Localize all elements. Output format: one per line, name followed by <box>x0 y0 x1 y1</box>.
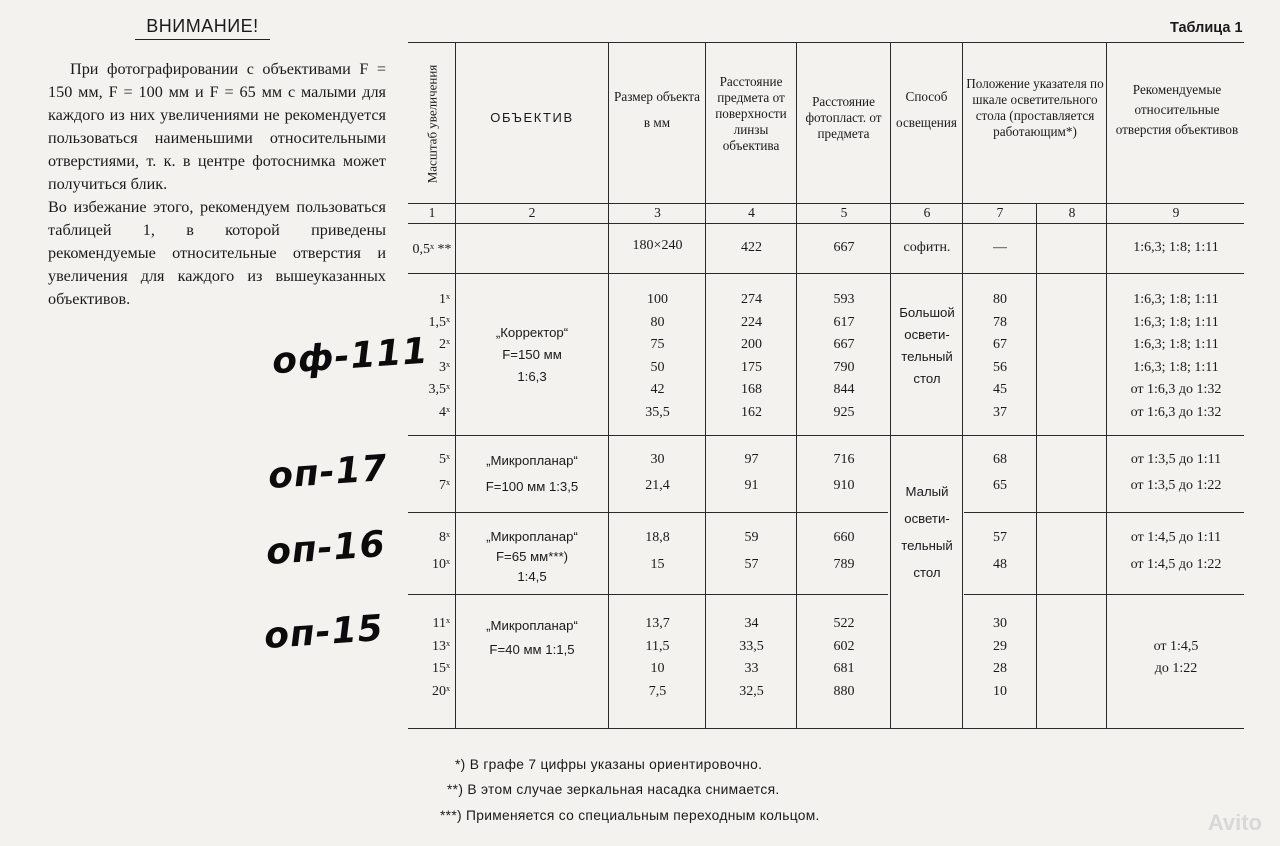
header-magnification: Масштаб увеличения <box>424 64 440 184</box>
cell-object-size: 13,7 <box>645 616 670 631</box>
group-rule-4a <box>408 594 888 595</box>
cell-object-size: 11,5 <box>645 638 670 654</box>
col-number-6: 6 <box>923 205 931 220</box>
col-divider-3 <box>705 42 706 728</box>
cell-pointer-position: 65 <box>993 478 1007 493</box>
cell-pointer-position: 80 <box>993 292 1007 307</box>
cell-subject-distance: 32,5 <box>739 683 764 699</box>
cell-aperture: 1:6,3; 1:8; 1:11 <box>1133 314 1219 330</box>
col-number-7: 7 <box>996 205 1004 220</box>
cell-plate-distance: 716 <box>833 452 855 467</box>
header-lighting: Способ освещения <box>896 89 957 130</box>
cell-subject-distance: 224 <box>741 314 762 330</box>
cell-pointer-position: 67 <box>993 337 1007 352</box>
handwritten-label-op16: оп-16 <box>264 523 387 574</box>
group-rule-3a <box>408 512 888 513</box>
cell-aperture: от 1:4,5 до 1:11 <box>1130 530 1222 545</box>
cell-aperture: от 1:6,3 до 1:32 <box>1130 404 1222 420</box>
col-divider-7 <box>1036 203 1037 728</box>
cell-plate-distance: 925 <box>833 404 855 420</box>
header-object-size: Размер объекта в мм <box>614 89 700 130</box>
col-number-5: 5 <box>840 205 848 220</box>
cell-magnification: 11ˣ <box>432 616 450 631</box>
cell-subject-distance: 162 <box>741 404 762 420</box>
col-divider-2 <box>608 42 609 728</box>
cell-magnification: 7ˣ <box>438 478 450 493</box>
cell-plate-distance: 522 <box>833 616 855 631</box>
notice-text <box>48 58 386 311</box>
cell-subject-distance: 91 <box>744 478 759 493</box>
col-number-3: 3 <box>654 205 661 220</box>
cell-aperture: от 1:3,5 до 1:11 <box>1130 452 1222 467</box>
header-pointer-position: Положение указателя по шкале осветительного стола (проставляется работающим*) <box>966 76 1104 139</box>
handwritten-label-of111: оф-111 <box>270 330 430 383</box>
cell-magnification: 13ˣ <box>431 638 450 654</box>
col-number-8: 8 <box>1068 205 1076 220</box>
notice-paragraph-2: Во избежание этого, рекомендуем пользоваться таблицей 1, в которой приведены рекомендуемые относительные отверстия и увеличения для каждого из вышеуказанных объективов. <box>48 198 386 308</box>
col-number-4: 4 <box>748 205 755 220</box>
table-label: Таблица 1 <box>1170 20 1243 36</box>
cell-object-size: 50 <box>650 359 665 375</box>
header-subject-distance: Расстояние предмета от поверхности линзы объектива <box>715 74 787 153</box>
col-number-9: 9 <box>1172 205 1180 220</box>
watermark: Avito <box>1207 810 1262 835</box>
header-apertures: Рекомендуемые относительные отверстия объективов <box>1115 82 1239 137</box>
cell-subject-distance: 34 <box>744 616 759 631</box>
footnote-1: *) В графе 7 цифры указаны ориентировочно. <box>455 757 763 772</box>
cell-magnification: 20ˣ <box>431 683 450 699</box>
group-rule-4b <box>964 594 1244 595</box>
col-divider-1 <box>455 42 456 728</box>
table-bottom-rule <box>408 728 1244 729</box>
cell-object-size: 35,5 <box>645 404 670 420</box>
cell-object-size: 7,5 <box>648 683 667 699</box>
cell-subject-distance: 59 <box>744 530 759 545</box>
notice-paragraph-1: При фотографировании с объективами F = 150 мм, F = 100 мм и F = 65 мм с малыми для каждого из них увеличениями не рекомендуется пользоваться наименьшими относительными отверстиями, т. к. в центре фотоснимка может получиться блик. <box>48 60 386 193</box>
cell-aperture-group4: от 1:4,5 до 1:22 <box>1153 639 1199 676</box>
cell-object-size: 80 <box>650 314 665 330</box>
lens-corrector-150: „Корректор“ F=150 мм 1:6,3 <box>495 325 569 384</box>
col-divider-4 <box>796 42 797 728</box>
lens-microplanar-65: „Микропланар“ F=65 мм***) 1:4,5 <box>486 529 578 584</box>
cell-plate-distance: 617 <box>833 314 855 330</box>
col-divider-8 <box>1106 42 1107 728</box>
cell-pointer-position: 28 <box>993 661 1007 676</box>
cell-object-size: 30 <box>650 452 665 467</box>
cell-pointer-position: 30 <box>993 616 1007 631</box>
cell-object-size: 180×240 <box>632 238 683 253</box>
cell-aperture: 1:6,3; 1:8; 1:11 <box>1133 240 1219 255</box>
cell-lighting: софитн. <box>903 240 951 255</box>
group-rule-2 <box>408 435 1244 436</box>
cell-plate-distance: 593 <box>833 292 855 307</box>
col-divider-6 <box>962 42 963 728</box>
cell-aperture: 1:6,3; 1:8; 1:11 <box>1133 292 1219 307</box>
cell-pointer-position: — <box>993 240 1007 255</box>
notice-title: ВНИМАНИЕ! <box>135 16 270 40</box>
table-top-rule <box>408 42 1244 43</box>
cell-magnification: 10ˣ <box>431 557 450 572</box>
cell-aperture: от 1:4,5 до 1:22 <box>1130 557 1222 572</box>
cell-magnification: 5ˣ <box>438 452 450 467</box>
cell-subject-distance: 97 <box>744 452 759 467</box>
col-divider-5 <box>890 42 891 728</box>
cell-object-size: 42 <box>650 382 665 397</box>
cell-magnification: 3,5ˣ <box>428 382 450 397</box>
cell-subject-distance: 422 <box>741 240 762 255</box>
lens-microplanar-100: „Микропланар“ F=100 мм 1:3,5 <box>485 453 579 494</box>
footnote-2: **) В этом случае зеркальная насадка снимается. <box>447 782 780 797</box>
cell-object-size: 18,8 <box>645 530 670 545</box>
cell-pointer-position: 56 <box>993 359 1007 375</box>
lens-microplanar-40: „Микропланар“ F=40 мм 1:1,5 <box>486 618 578 657</box>
group-rule-3b <box>964 512 1244 513</box>
cell-object-size: 15 <box>650 557 665 572</box>
handwritten-label-op17: оп-17 <box>266 447 389 498</box>
cell-object-size: 100 <box>647 292 668 307</box>
cell-subject-distance: 57 <box>744 557 759 572</box>
group-rule-1 <box>408 273 1244 274</box>
cell-magnification: 1ˣ <box>438 292 450 307</box>
cell-pointer-position: 68 <box>993 452 1007 467</box>
cell-magnification: 0,5ˣ ** <box>412 242 452 257</box>
cell-aperture: 1:6,3; 1:8; 1:11 <box>1133 337 1219 352</box>
cell-aperture: от 1:6,3 до 1:32 <box>1130 382 1222 397</box>
cell-pointer-position: 10 <box>993 683 1007 699</box>
lighting-small-table: Малый освети- тельный стол <box>901 484 953 580</box>
cell-magnification: 3ˣ <box>438 359 450 375</box>
cell-pointer-position: 48 <box>993 557 1007 572</box>
cell-aperture: 1:6,3; 1:8; 1:11 <box>1133 359 1219 375</box>
cell-magnification: 8ˣ <box>438 530 450 545</box>
cell-plate-distance: 602 <box>833 638 855 654</box>
col-number-1: 1 <box>428 205 436 220</box>
cell-magnification: 4ˣ <box>438 404 450 420</box>
cell-subject-distance: 33 <box>744 661 759 676</box>
cell-subject-distance: 274 <box>741 292 762 307</box>
cell-pointer-position: 29 <box>993 638 1007 654</box>
cell-plate-distance: 790 <box>833 359 855 375</box>
lighting-large-table: Большой освети- тельный стол <box>899 305 955 386</box>
cell-object-size: 21,4 <box>645 478 670 493</box>
cell-aperture: от 1:3,5 до 1:22 <box>1130 478 1222 493</box>
cell-plate-distance: 660 <box>833 530 855 545</box>
header-plate-distance: Расстояние фотопласт. от предмета <box>805 94 882 141</box>
header-lens: ОБЪЕКТИВ <box>490 110 574 125</box>
cell-magnification: 2ˣ <box>438 337 450 352</box>
cell-plate-distance: 844 <box>833 382 855 397</box>
cell-pointer-position: 78 <box>993 314 1007 330</box>
cell-object-size: 10 <box>650 661 665 676</box>
cell-plate-distance: 681 <box>833 661 855 676</box>
cell-plate-distance: 789 <box>833 557 855 572</box>
cell-plate-distance: 910 <box>833 478 855 493</box>
cell-plate-distance: 667 <box>833 337 855 352</box>
cell-subject-distance: 175 <box>741 359 762 375</box>
footnote-3: ***) Применяется со специальным переходным кольцом. <box>440 808 820 823</box>
cell-object-size: 75 <box>650 337 665 352</box>
cell-magnification: 15ˣ <box>431 661 450 676</box>
cell-pointer-position: 45 <box>993 382 1007 397</box>
cell-plate-distance: 880 <box>833 683 855 699</box>
cell-pointer-position: 57 <box>993 530 1007 545</box>
cell-subject-distance: 33,5 <box>739 638 764 654</box>
col-number-2: 2 <box>528 205 536 220</box>
cell-pointer-position: 37 <box>993 404 1007 420</box>
cell-plate-distance: 667 <box>833 240 855 255</box>
cell-magnification: 1,5ˣ <box>428 314 450 330</box>
number-rule <box>408 223 1244 224</box>
cell-subject-distance: 200 <box>741 337 762 352</box>
cell-subject-distance: 168 <box>741 382 762 397</box>
handwritten-label-op15: оп-15 <box>262 607 385 658</box>
